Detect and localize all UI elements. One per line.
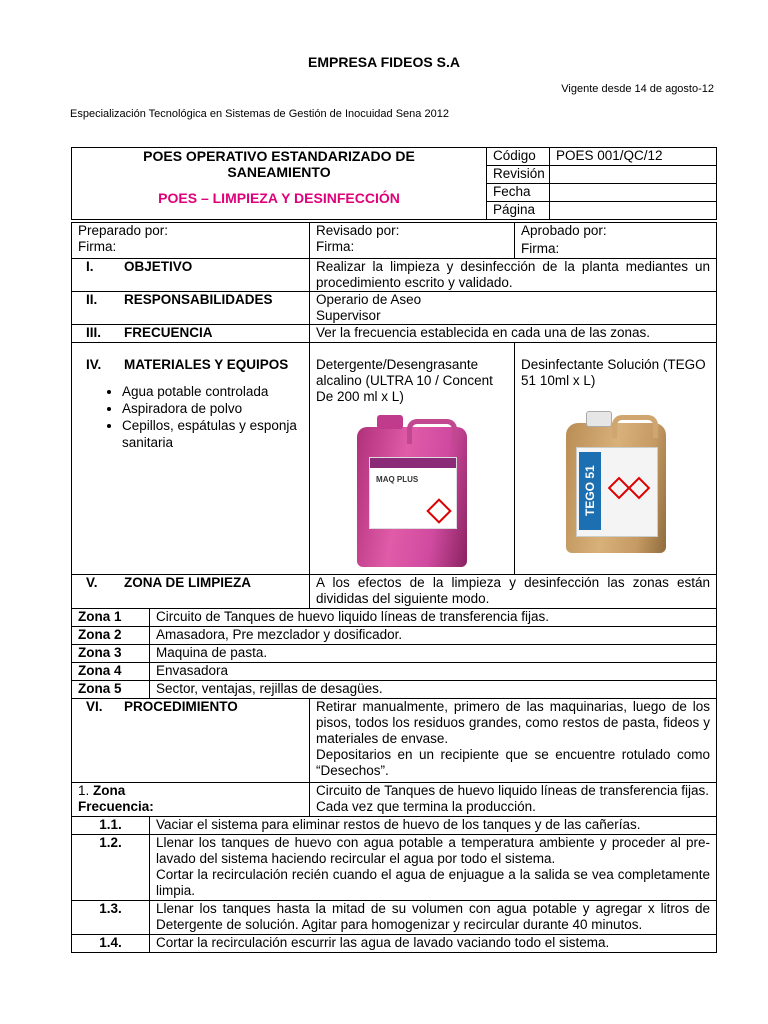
responsibilities-text	[310, 292, 717, 325]
materials-item: • Aspiradora de polvo	[122, 400, 303, 417]
document-title: POES OPERATIVO ESTANDARIZADO DE SANEAMIENTO	[143, 148, 415, 180]
reviewed-signature-label: Firma:	[316, 239, 355, 254]
revision-value	[550, 166, 717, 184]
responsible-operator: Operario de Aseo	[316, 292, 422, 307]
approved-by-label: Aprobado por:	[521, 223, 607, 238]
zone-3-label: Zona 3	[72, 645, 150, 663]
step-text: Llenar los tanques hasta la mitad de su volumen con agua potable y agregar x litros de Detergente de solución. Agitar para homogenizar y recircular durante 40 minutos.	[150, 901, 717, 935]
disinfectant-cell	[515, 343, 717, 575]
objective-label: OBJETIVO	[124, 259, 193, 274]
title-cell	[72, 148, 487, 220]
frequency-heading: III. FRECUENCIA	[72, 325, 310, 343]
zone-1-text: Circuito de Tanques de huevo liquido líneas de transferencia fijas.	[150, 609, 717, 627]
materials-item: • Cepillos, espátulas y esponja sanitaria	[122, 417, 303, 451]
zone-1-details	[310, 783, 717, 817]
zone-1-header: 1. Zona Frecuencia:	[72, 783, 310, 817]
hazard-icon	[627, 477, 650, 500]
codigo-value: POES 001/QC/12	[550, 148, 717, 166]
materials-list	[78, 383, 303, 451]
disinfectant-product-label: TEGO 51	[579, 452, 601, 530]
frequency-word: Frecuencia:	[78, 799, 154, 814]
zone-label: ZONA DE LIMPIEZA	[124, 575, 251, 590]
objective-text: Realizar la limpieza y desinfección de la planta mediantes un procedimiento escrito y validado.	[310, 259, 717, 292]
zone-5-text: Sector, ventajas, rejillas de desagües.	[150, 681, 717, 699]
step-number: 1.1.	[72, 817, 150, 835]
disinfectant-description: Desinfectante Solución (TEGO 51 10ml x L)	[521, 357, 706, 388]
detergent-product-label: MAQ PLUS	[376, 475, 419, 484]
zone-word: Zona	[93, 783, 126, 798]
procedure-label: PROCEDIMIENTO	[124, 699, 238, 714]
zone-5-label: Zona 5	[72, 681, 150, 699]
responsibilities-label: RESPONSABILIDADES	[124, 292, 273, 307]
pagina-label: Página	[487, 202, 550, 220]
procedure-text-2: Depositarios en un recipiente que se encuentre rotulado como “Desechos”.	[316, 747, 711, 778]
disinfectant-container-image	[566, 423, 666, 553]
step-text: Vaciar el sistema para eliminar restos de huevo de los tanques y de las cañerías.	[150, 817, 717, 835]
effective-date: Vigente desde 14 de agosto-12	[561, 83, 714, 95]
zone-2-text: Amasadora, Pre mezclador y dosificador.	[150, 627, 717, 645]
materials-label: MATERIALES Y EQUIPOS	[124, 357, 289, 372]
step-number: 1.3.	[72, 901, 150, 935]
frequency-text: Ver la frecuencia establecida en cada una de las zonas.	[310, 325, 717, 343]
reviewed-by-label: Revisado por:	[316, 223, 400, 238]
step-number: 1.2.	[72, 835, 150, 901]
pagina-value	[550, 202, 717, 220]
step-text: Llenar los tanques de huevo con agua potable a temperatura ambiente y proceder al pre-lavado del sistema haciendo recircular el agua por todo el sistema. Cortar la recirculación recién cuando el agua de enjuague a la salida se vea completamente limpia.	[150, 835, 717, 901]
procedure-heading: VI. PROCEDIMIENTO	[72, 699, 310, 783]
codigo-label: Código	[487, 148, 550, 166]
specialization-line: Especialización Tecnológica en Sistemas de Gestión de Inocuidad Sena 2012	[70, 108, 449, 120]
zone-4-text: Envasadora	[150, 663, 717, 681]
document-header-table	[71, 147, 717, 220]
detergent-description: Detergente/Desengrasante alcalino (ULTRA 10 / Concent De 200 ml x L)	[316, 357, 493, 404]
prepared-by-label: Preparado por:	[78, 223, 169, 238]
revision-label: Revisión	[487, 166, 550, 184]
objective-heading: I. OBJETIVO	[72, 259, 310, 292]
zone-1-label: Zona 1	[72, 609, 150, 627]
procedure-table	[71, 222, 717, 953]
zone-4-label: Zona 4	[72, 663, 150, 681]
zone-3-text: Maquina de pasta.	[150, 645, 717, 663]
detergent-cell	[310, 343, 515, 575]
hazard-icon	[607, 477, 630, 500]
approved-signature-label: Firma:	[521, 241, 560, 256]
prepared-by-cell	[72, 223, 310, 259]
fecha-label: Fecha	[487, 184, 550, 202]
materials-cell: IV. MATERIALES Y EQUIPOS • Agua potable controlada • Aspiradora de polvo • Cepillos, espátulas y esponja sanitaria	[72, 343, 310, 575]
step-text: Cortar la recirculación escurrir las agua de lavado vaciando todo el sistema.	[150, 935, 717, 953]
procedure-text	[310, 699, 717, 783]
zone-1-description: Circuito de Tanques de huevo liquido líneas de transferencia fijas.	[316, 783, 710, 798]
responsible-supervisor: Supervisor	[316, 308, 381, 323]
zone-1-frequency: Cada vez que termina la producción.	[316, 799, 536, 814]
reviewed-by-cell	[310, 223, 515, 259]
approved-by-cell	[515, 223, 717, 259]
detergent-container-image	[357, 427, 467, 567]
step-number: 1.4.	[72, 935, 150, 953]
procedure-text-1: Retirar manualmente, primero de las maquinarias, luego de los pisos, todos los residuos grandes, como restos de pasta, fideos y materiales de envase.	[316, 699, 711, 746]
prepared-signature-label: Firma:	[78, 239, 117, 254]
hazard-icon	[426, 498, 451, 523]
frequency-label: FRECUENCIA	[124, 325, 213, 340]
zone-text: A los efectos de la limpieza y desinfección las zonas están divididas del siguiente modo.	[310, 575, 717, 609]
materials-item: • Agua potable controlada	[122, 383, 303, 400]
company-name: EMPRESA FIDEOS S.A	[308, 54, 460, 70]
responsibilities-heading: II. RESPONSABILIDADES	[72, 292, 310, 325]
zone-2-label: Zona 2	[72, 627, 150, 645]
fecha-value	[550, 184, 717, 202]
zone-heading: V. ZONA DE LIMPIEZA	[72, 575, 310, 609]
document-subtitle: POES – LIMPIEZA Y DESINFECCIÓN	[158, 190, 400, 206]
